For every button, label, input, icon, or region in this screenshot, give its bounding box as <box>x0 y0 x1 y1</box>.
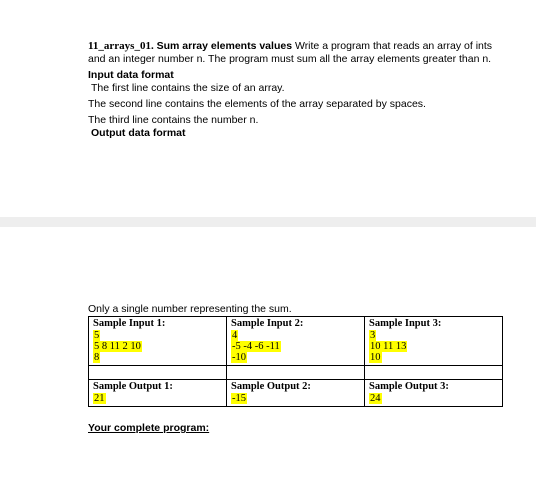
sample-input-value: 10 <box>370 352 381 363</box>
sample-output-label: Sample Output 3: <box>369 381 449 392</box>
output-format-heading: Output data format <box>91 127 186 139</box>
samples-table <box>88 316 503 407</box>
sample-output-value: -15 <box>232 393 246 404</box>
problem-intro-continued: and an integer number n. The program must sum all the array elements greater than n. <box>88 53 492 65</box>
sample-input-3 <box>365 317 503 366</box>
sample-input-value: -5 -4 -6 -11 <box>232 341 280 352</box>
sample-output-3 <box>365 380 503 407</box>
sample-input-value: 10 11 13 <box>370 341 407 352</box>
complete-program-label: Your complete program: <box>88 422 210 434</box>
sample-spacer-row <box>89 366 503 380</box>
sample-output-label: Sample Output 2: <box>231 381 311 392</box>
sample-output-label: Sample Output 1: <box>93 381 173 392</box>
sample-input-label: Sample Input 2: <box>231 318 304 329</box>
sample-input-2 <box>227 317 365 366</box>
sample-input-label: Sample Input 3: <box>369 318 442 329</box>
sample-output-value: 24 <box>370 393 381 404</box>
input-format-line-1: The first line contains the size of an array. <box>91 82 285 94</box>
sample-output-2 <box>227 380 365 407</box>
output-format-text: Only a single number representing the sum. <box>88 303 292 315</box>
sample-output-value: 21 <box>94 393 105 404</box>
sample-input-value: 5 <box>94 330 100 341</box>
sample-input-label: Sample Input 1: <box>93 318 166 329</box>
problem-intro: Write a program that reads an array of ints <box>294 40 493 52</box>
problem-title <box>88 40 508 53</box>
problem-heading: Sum array elements values <box>156 40 293 52</box>
input-format-heading: Input data format <box>88 69 174 81</box>
sample-output-1 <box>89 380 227 407</box>
sample-input-value: 3 <box>370 330 376 341</box>
sample-input-value: 4 <box>232 330 238 341</box>
input-format-line-2: The second line contains the elements of the array separated by spaces. <box>88 98 426 110</box>
input-format-line-3: The third line contains the number n. <box>88 114 259 126</box>
sample-input-row <box>89 317 503 366</box>
sample-output-row <box>89 380 503 407</box>
sample-input-value: 8 <box>94 352 100 363</box>
sample-input-1 <box>89 317 227 366</box>
sample-input-value: 5 8 11 2 10 <box>94 341 141 352</box>
page-break-divider <box>0 217 536 227</box>
problem-code: 11_arrays_01. <box>88 40 154 52</box>
sample-input-value: -10 <box>232 352 246 363</box>
